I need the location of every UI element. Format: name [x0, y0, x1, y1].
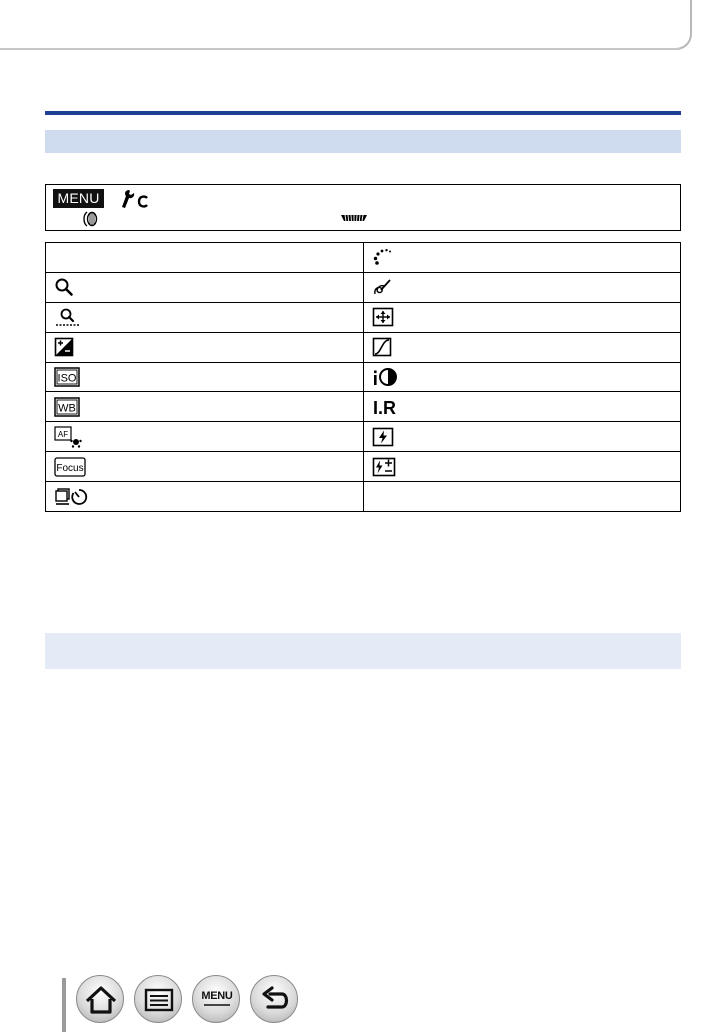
tone-curve-icon [372, 337, 392, 357]
control-dial-icon [339, 213, 369, 223]
section-title-rule [45, 111, 681, 115]
flash-mode-icon [372, 427, 394, 447]
table-cell [364, 302, 681, 332]
function-button-table [45, 242, 681, 512]
af-mode-icon [54, 426, 84, 448]
table-cell [364, 422, 681, 452]
custom-setting-wrench-c-icon [120, 188, 150, 210]
touch-pen-icon [372, 277, 392, 297]
menu-button[interactable] [192, 975, 240, 1023]
intelligent-resolution-icon [372, 397, 402, 417]
drive-self-timer-icon [54, 487, 88, 507]
subsection-band [45, 130, 681, 153]
table-cell [364, 482, 681, 512]
contents-button[interactable] [134, 975, 182, 1023]
table-cell [46, 362, 364, 392]
exposure-compensation-icon [54, 337, 74, 357]
contents-list-icon [135, 976, 183, 1024]
page-header-rule [0, 48, 680, 50]
table-cell [46, 392, 364, 422]
table-cell [46, 452, 364, 482]
menu-button-label: MENU [201, 990, 233, 1002]
table-row [46, 422, 681, 452]
table-cell [46, 243, 364, 273]
focus-peaking-icon [372, 247, 392, 267]
i-dynamic-icon [372, 367, 400, 387]
footer-rule [62, 978, 66, 1032]
focus-mode-icon [54, 457, 86, 477]
iso-icon [54, 367, 80, 387]
svg-text:ISO: ISO [57, 372, 77, 385]
menu-badge: MENU [53, 189, 104, 208]
table-cell [364, 452, 681, 482]
table-cell [364, 392, 681, 422]
table-cell [46, 332, 364, 362]
table-cell [46, 302, 364, 332]
svg-text:I.R: I.R [373, 397, 397, 417]
back-button[interactable] [250, 975, 298, 1023]
zoom-magnifier-icon [54, 277, 74, 297]
table-cell [364, 362, 681, 392]
svg-text:Focus: Focus [56, 462, 84, 474]
white-balance-icon [54, 397, 80, 417]
table-row [46, 452, 681, 482]
table-cell [46, 422, 364, 452]
svg-text:AF: AF [57, 429, 69, 439]
menu-path-box [45, 184, 681, 231]
table-row [46, 362, 681, 392]
table-row [46, 302, 681, 332]
table-row [46, 392, 681, 422]
table-cell [364, 243, 681, 273]
table-cell [46, 272, 364, 302]
flash-adjust-icon [372, 457, 396, 477]
table-cell [46, 482, 364, 512]
lens-dial-icon [82, 211, 98, 227]
table-cell [364, 272, 681, 302]
home-icon [77, 976, 125, 1024]
zoom-dotted-magnifier-icon [54, 307, 82, 327]
menu-underline [193, 976, 241, 1024]
table-row [46, 243, 681, 273]
table-row [46, 482, 681, 512]
back-arrow-icon [251, 976, 299, 1024]
table-cell [364, 332, 681, 362]
home-button[interactable] [76, 975, 124, 1023]
aspect-ratio-arrows-icon [372, 307, 394, 327]
svg-text:WB: WB [58, 402, 76, 415]
table-row [46, 332, 681, 362]
subsection-band [45, 633, 681, 669]
page-header-frame [0, 0, 692, 50]
table-row [46, 272, 681, 302]
